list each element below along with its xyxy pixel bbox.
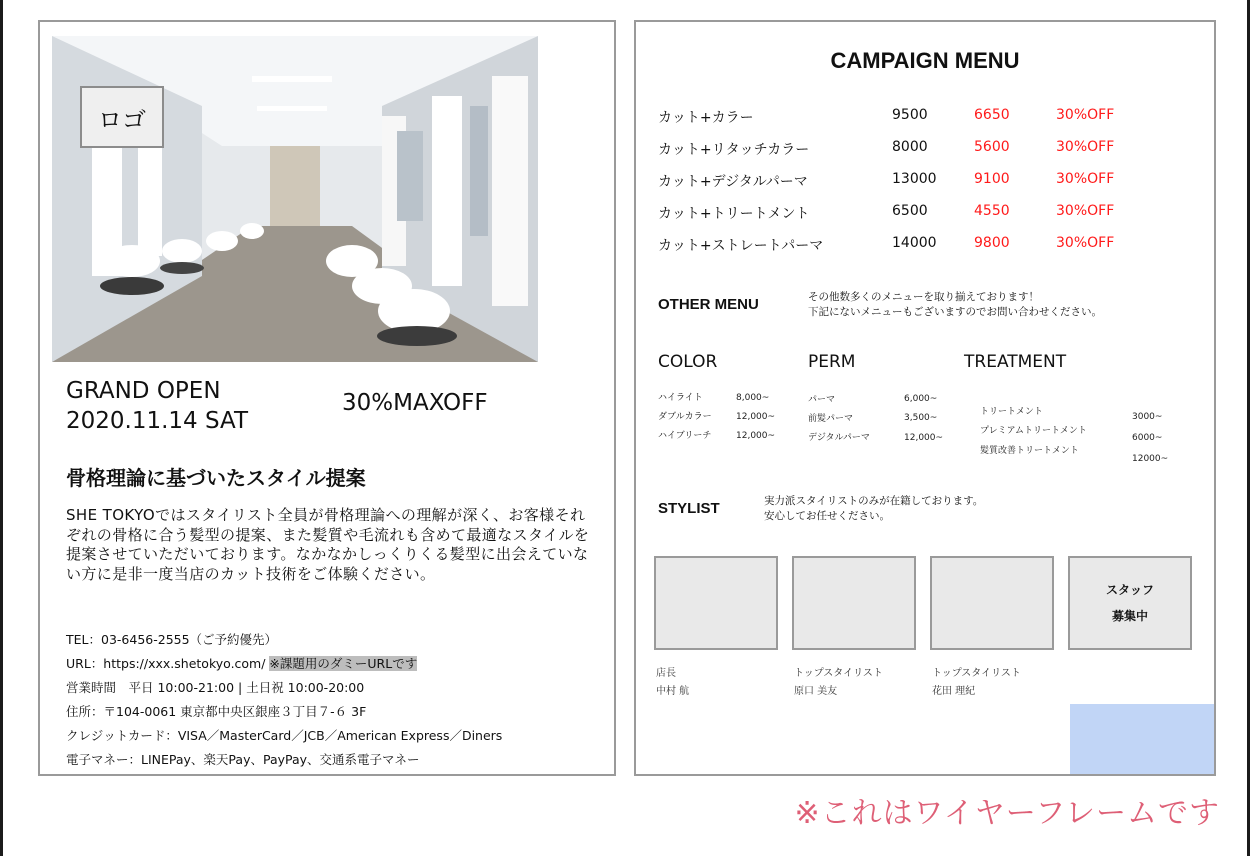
perm-item-name: パーマ (808, 395, 836, 405)
color-item-price: 12,000~ (736, 431, 776, 441)
recruit-line-2: 募集中 (1111, 609, 1148, 623)
logo-placeholder: ロゴ (80, 86, 164, 148)
tel-line: TEL：03-6456-2555（ご予約優先） (66, 632, 278, 647)
treatment-item-name: プレミアムトリートメント (980, 426, 1087, 436)
campaign-item-name: カット+トリートメント (658, 206, 810, 222)
campaign-regular-price: 9500 (892, 107, 928, 123)
staff-photo-placeholder (654, 556, 778, 650)
campaign-regular-price: 13000 (892, 171, 937, 187)
color-item-price: 12,000~ (736, 412, 776, 422)
campaign-row (658, 139, 1158, 161)
frame-left-edge (0, 0, 3, 856)
campaign-item-name: カット+カラー (658, 110, 754, 126)
campaign-item-name: カット+リタッチカラー (658, 142, 810, 158)
other-menu-heading: OTHER MENU (658, 296, 759, 313)
flyer-back-panel (634, 20, 1216, 776)
staff-photo-placeholder (930, 556, 1054, 650)
campaign-row (658, 203, 1158, 225)
color-item-name: ハイブリーチ (658, 431, 712, 441)
perm-item-price: 12,000~ (904, 433, 944, 443)
perm-item-price: 3,500~ (904, 413, 938, 423)
color-category-heading: COLOR (658, 352, 718, 372)
stylist-heading: STYLIST (658, 500, 720, 517)
credit-card-line: クレジットカード：VISA／MasterCard／JCB／American Express／Diners (66, 728, 503, 743)
campaign-discount: 30%OFF (1056, 139, 1115, 155)
url-text: URL：https://xxx.shetokyo.com/ (66, 656, 270, 671)
address-line: 住所：〒104-0061 東京都中央区銀座３丁目７-６ 3F (66, 704, 367, 719)
perm-item-name: 前髪パーマ (808, 414, 854, 424)
perm-category-heading: PERM (808, 352, 856, 372)
open-date: 2020.11.14 SAT (66, 408, 249, 434)
campaign-regular-price: 8000 (892, 139, 928, 155)
campaign-row (658, 235, 1158, 257)
wireframe-notice: ※これはワイヤーフレームです (794, 796, 1220, 831)
emoney-line: 電子マネー：LINEPay、楽天Pay、PayPay、交通系電子マネー (66, 752, 420, 767)
campaign-sale-price: 5600 (974, 139, 1010, 155)
color-item-price: 8,000~ (736, 393, 770, 403)
campaign-regular-price: 6500 (892, 203, 928, 219)
campaign-discount: 30%OFF (1056, 107, 1115, 123)
other-menu-note-2: 下記にないメニューもございますのでお問い合わせください。 (808, 306, 1102, 318)
treatment-item-price: 6000~ (1132, 433, 1163, 443)
catchphrase-heading: 骨格理論に基づいたスタイル提案 (66, 466, 366, 490)
stylist-note-2: 安心してお任せください。 (764, 510, 890, 522)
treatment-item-name: トリートメント (980, 407, 1043, 417)
staff-photo-placeholder (792, 556, 916, 650)
url-line (66, 654, 417, 672)
campaign-menu-title: CAMPAIGN MENU (830, 48, 1020, 73)
staff-name: 花田 理紀 (932, 686, 976, 697)
staff-role: 店長 (656, 668, 676, 679)
other-menu-note-1: その他数多くのメニューを取り揃えております！ (808, 291, 1039, 303)
campaign-sale-price: 6650 (974, 107, 1010, 123)
selection-highlight (1070, 704, 1216, 776)
intro-paragraph: SHE TOKYOではスタイリスト全員が骨格理論への理解が深く、お客様それぞれの骨格に合う髪型の提案、また髪質や毛流れも含めて最適なスタイルを提案させていただいております。なかなかしっくりくる髪型に出会えていない方に是非一度当店のカット技術をご体験ください。 (66, 506, 590, 583)
salon-interior-photo (52, 36, 538, 362)
campaign-sale-price: 9800 (974, 235, 1010, 251)
campaign-row (658, 171, 1158, 193)
treatment-item-price: 3000~ (1132, 412, 1163, 422)
color-item-name: ダブルカラー (658, 412, 712, 422)
campaign-discount: 30%OFF (1056, 235, 1115, 251)
grand-open-label: GRAND OPEN (66, 378, 221, 404)
business-hours-line: 営業時間 平日 10:00-21:00 | 土日祝 10:00-20:00 (66, 680, 365, 695)
campaign-sale-price: 4550 (974, 203, 1010, 219)
max-discount-label: 30%MAXOFF (342, 390, 488, 416)
staff-role: トップスタイリスト (794, 668, 883, 679)
staff-name: 原口 美友 (794, 686, 838, 697)
recruit-line-1: スタッフ (1105, 583, 1154, 597)
color-item-name: ハイライト (658, 393, 703, 403)
treatment-item-name: 髪質改善トリートメント (980, 446, 1079, 456)
campaign-item-name: カット+デジタルパーマ (658, 174, 808, 190)
treatment-category-heading: TREATMENT (964, 352, 1067, 372)
staff-role: トップスタイリスト (932, 668, 1021, 679)
campaign-discount: 30%OFF (1056, 203, 1115, 219)
campaign-discount: 30%OFF (1056, 171, 1115, 187)
campaign-row (658, 107, 1158, 129)
treatment-item-price: 12000~ (1132, 454, 1169, 464)
staff-name: 中村 航 (656, 686, 690, 697)
stylist-note-1: 実力派スタイリストのみが在籍しております。 (764, 495, 984, 507)
campaign-item-name: カット+ストレートパーマ (658, 238, 824, 254)
staff-recruiting-box (1068, 556, 1192, 650)
campaign-regular-price: 14000 (892, 235, 937, 251)
perm-item-name: デジタルパーマ (808, 433, 870, 443)
perm-item-price: 6,000~ (904, 394, 938, 404)
url-dummy-note: ※課題用のダミーURLです (269, 656, 418, 671)
campaign-sale-price: 9100 (974, 171, 1010, 187)
flyer-front-panel (38, 20, 616, 776)
